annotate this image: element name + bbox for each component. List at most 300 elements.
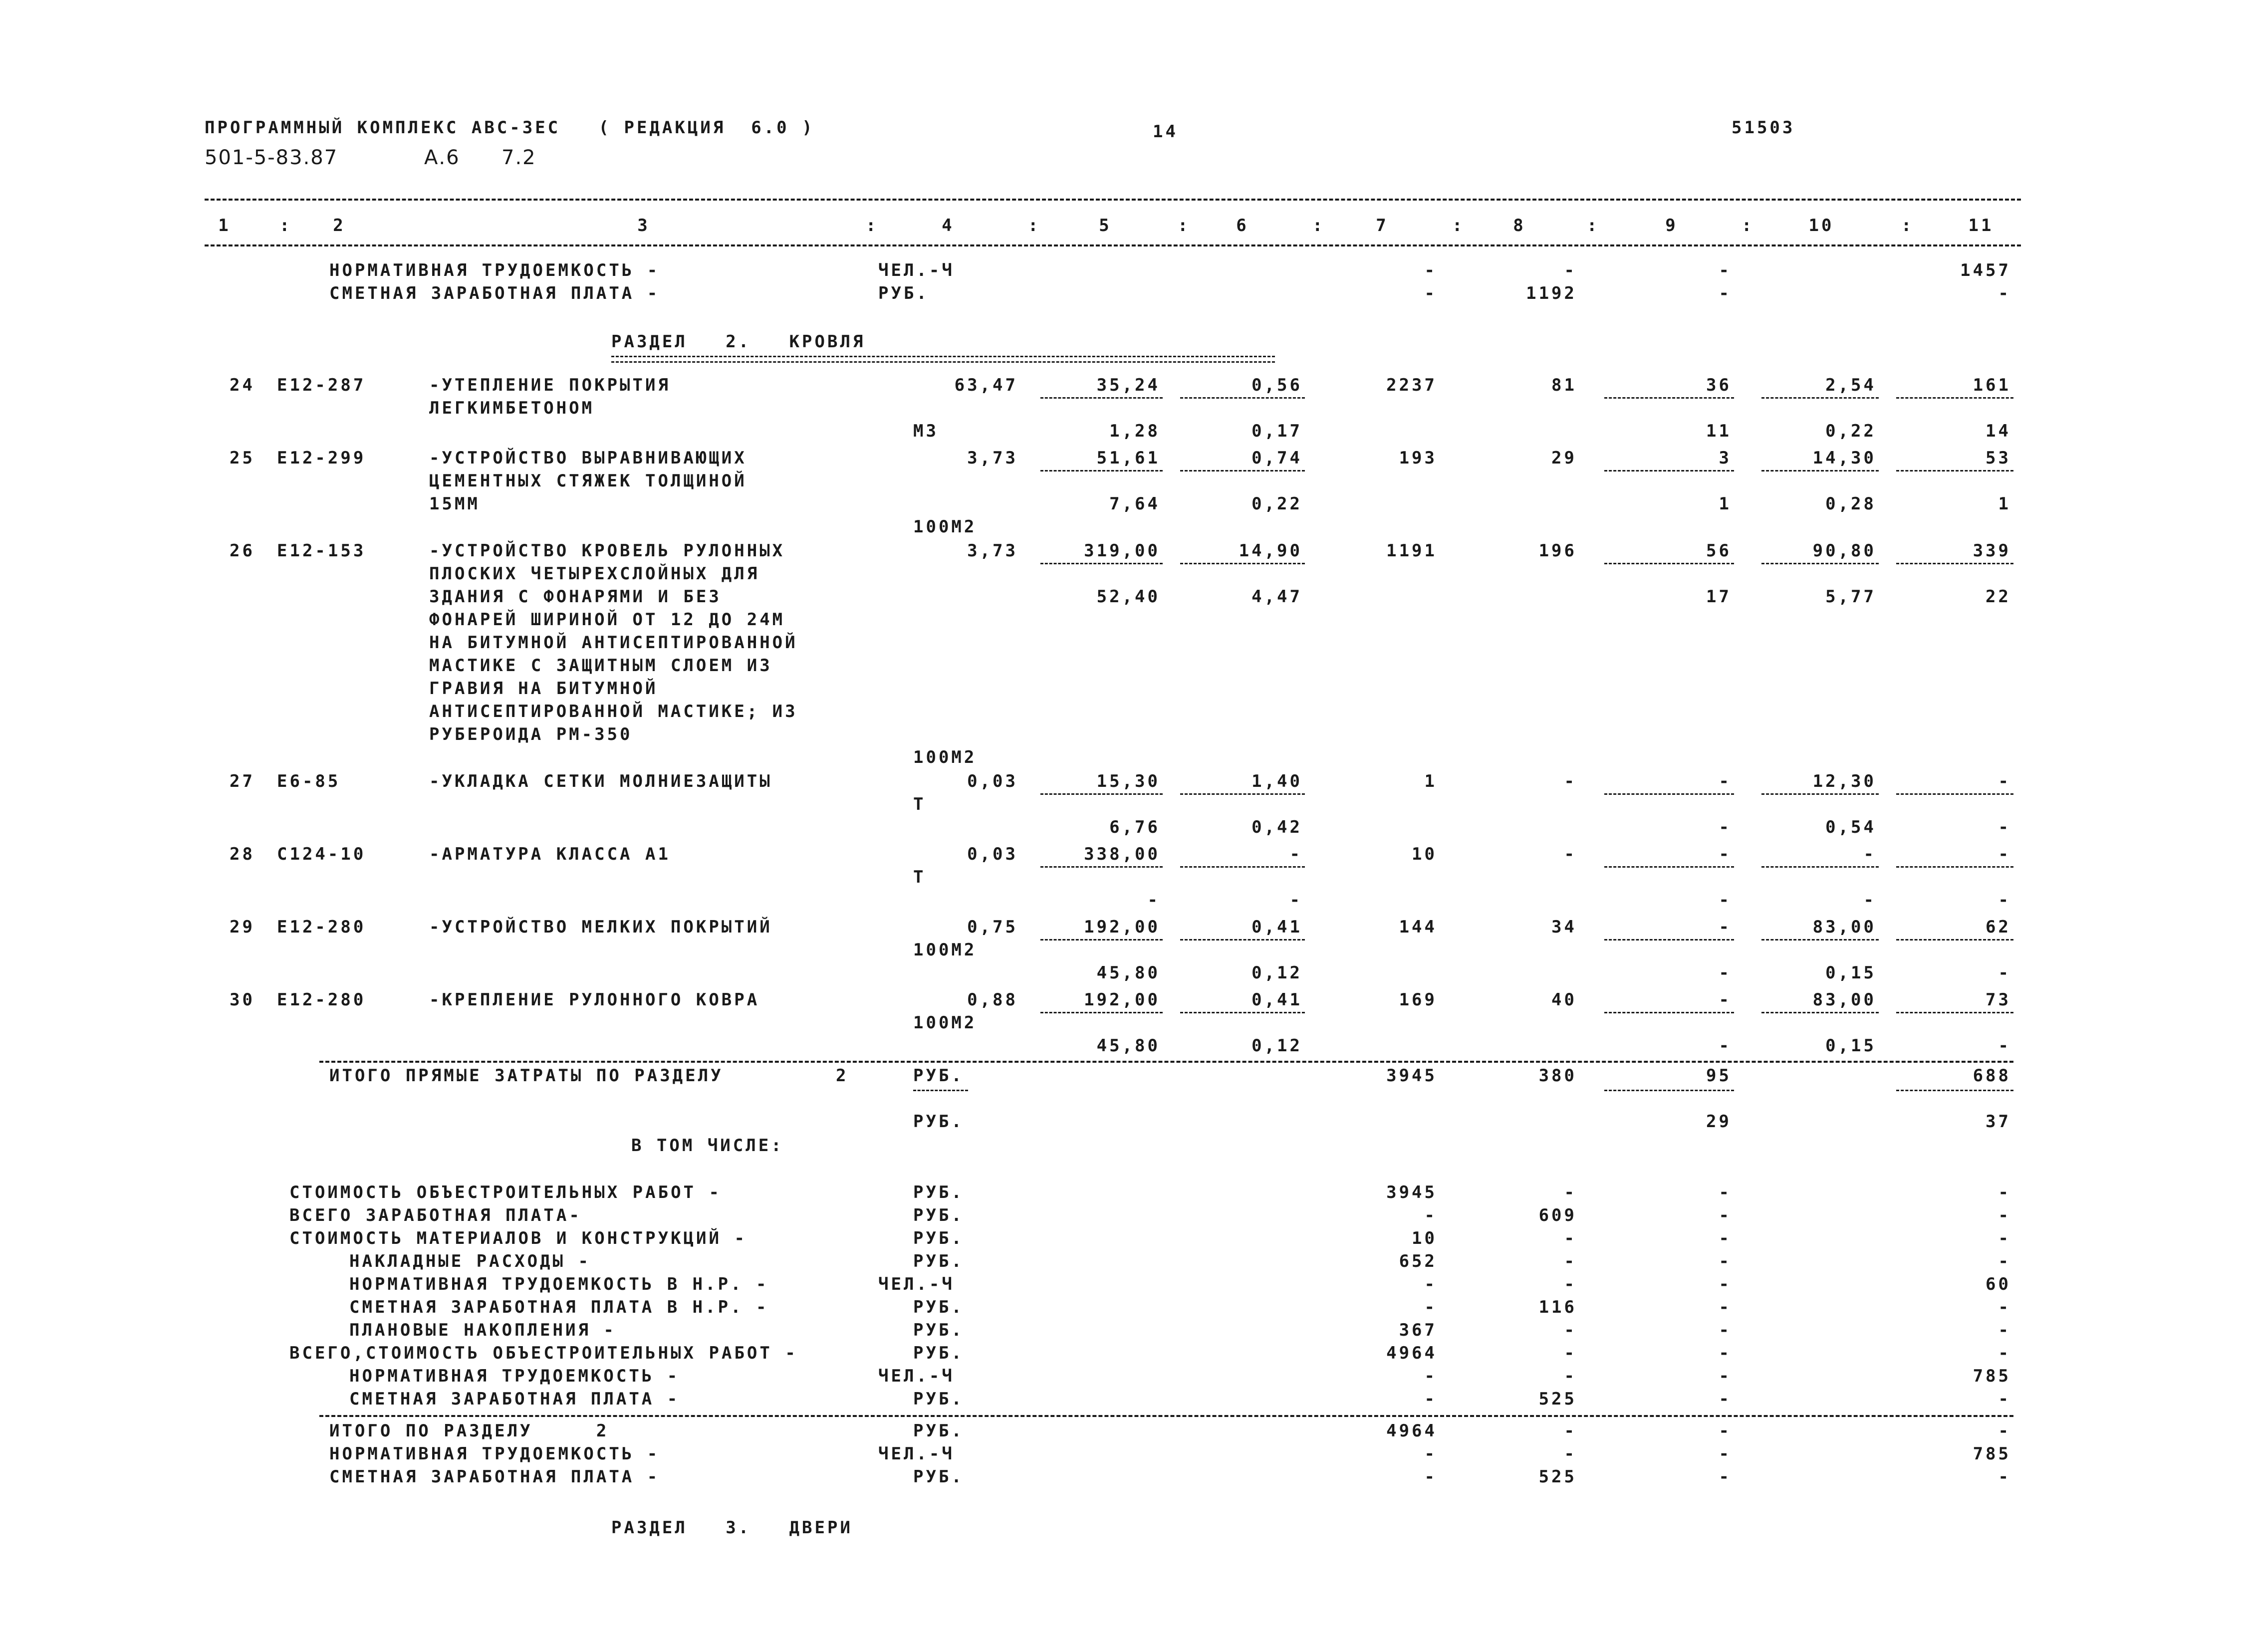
item-description: ПЛОСКИХ ЧЕТЫРЕХСЛОЙНЫХ ДЛЯ [429,564,760,584]
fraction-rule [1040,793,1163,795]
fraction-rule [1896,397,2013,399]
item-col11-machine: - [1998,963,2011,983]
fraction-rule [1040,563,1163,564]
column-separator: : [1742,216,1754,236]
breakdown-col9: - [1719,1320,1732,1340]
fraction-rule [1604,563,1734,564]
item-description: -УСТРОЙСТВО МЕЛКИХ ПОКРЫТИЙ [429,917,772,937]
fraction-rule [1040,397,1163,399]
breakdown-col8: - [1564,1366,1577,1386]
breakdown-col9: - [1719,1297,1732,1317]
breakdown-col8: 609 [1538,1205,1577,1225]
handwritten-reference: 501-5-83.87 [205,146,338,169]
item-wage-total: 81 [1551,375,1577,395]
item-col9-machine: - [1719,817,1732,837]
item-description: ЛЕГКИМБЕТОНОМ [429,398,595,418]
section-total-col7: - [1424,1444,1437,1464]
fraction-rule [1040,866,1163,868]
item-unit-wage: 0,41 [1251,990,1302,1010]
direct-total-col8: 380 [1538,1066,1577,1086]
fraction-rule [1604,866,1734,868]
item-col10-machine: - [1863,890,1876,910]
breakdown-col9: - [1719,1205,1732,1225]
item-unit-price-machine: 45,80 [1096,963,1160,983]
breakdown-col9: - [1719,1251,1732,1271]
fraction-rule [1180,563,1305,564]
item-total: 2237 [1386,375,1437,395]
breakdown-col7: - [1424,1366,1437,1386]
item-col10: 14,30 [1812,448,1876,468]
breakdown-col8: - [1564,1343,1577,1363]
item-unit: 100М2 [913,1013,977,1033]
breakdown-col9: - [1719,1343,1732,1363]
column-number-8: 8 [1513,216,1526,236]
item-unit: Т [913,867,926,887]
item-col9: - [1719,771,1732,791]
column-number-5: 5 [1099,216,1112,236]
item-col10-machine: 0,54 [1825,817,1876,837]
item-col11-machine: - [1998,890,2011,910]
item-unit-wage: 14,90 [1239,541,1302,561]
breakdown-col7: 3945 [1386,1182,1437,1202]
breakdown-unit: РУБ. [913,1320,964,1340]
item-unit-price: 192,00 [1084,917,1160,937]
item-unit-wage-machine: - [1289,890,1302,910]
breakdown-label: ВСЕГО ЗАРАБОТНАЯ ПЛАТА- [289,1205,582,1225]
item-unit-price-machine: 52,40 [1096,587,1160,607]
item-description: ГРАВИЯ НА БИТУМНОЙ [429,679,658,699]
breakdown-label: ВСЕГО,СТОИМОСТЬ ОБЪЕСТРОИТЕЛЬНЫХ РАБОТ - [289,1343,798,1363]
item-unit-wage: 1,40 [1251,771,1302,791]
fraction-rule [1896,866,2013,868]
item-description: -КРЕПЛЕНИЕ РУЛОННОГО КОВРА [429,990,760,1010]
item-wage-total: 40 [1551,990,1577,1010]
breakdown-label: СТОИМОСТЬ ОБЪЕСТРОИТЕЛЬНЫХ РАБОТ - [289,1182,722,1202]
carryover-label: НОРМАТИВНАЯ ТРУДОЕМКОСТЬ - [329,260,660,280]
breakdown-label: СМЕТНАЯ ЗАРАБОТНАЯ ПЛАТА В Н.Р. - [349,1297,769,1317]
fraction-rule [1040,1012,1163,1013]
item-description: 15ММ [429,494,480,514]
item-wage-total: 196 [1538,541,1577,561]
breakdown-col7: - [1424,1205,1437,1225]
header-rule-top [205,199,2021,201]
item-unit-price-machine: 6,76 [1109,817,1160,837]
section-title: РАЗДЕЛ 2. КРОВЛЯ [611,332,866,352]
item-unit: 100М2 [913,940,977,960]
carryover-col8: 1192 [1526,283,1577,303]
handwritten-album: А.6 [424,146,460,169]
column-separator: : [1178,216,1191,236]
item-col9: 3 [1719,448,1732,468]
item-wage-total: 34 [1551,917,1577,937]
item-unit-price-machine: 45,80 [1096,1036,1160,1056]
carryover-label: СМЕТНАЯ ЗАРАБОТНАЯ ПЛАТА - [329,283,660,303]
section-total-col9: - [1719,1421,1732,1441]
item-total: 193 [1399,448,1437,468]
section-total-col11: - [1998,1467,2011,1487]
item-unit-wage-machine: 4,47 [1251,587,1302,607]
item-unit-wage-machine: 0,17 [1251,421,1302,441]
column-number-11: 11 [1968,216,1994,236]
item-col11: 161 [1973,375,2011,395]
total-rule [319,1415,2013,1417]
breakdown-col9: - [1719,1274,1732,1294]
carryover-col11: 1457 [1960,260,2011,280]
breakdown-col11: - [1998,1205,2011,1225]
breakdown-label: НОРМАТИВНАЯ ТРУДОЕМКОСТЬ - [349,1366,680,1386]
breakdown-col7: 367 [1399,1320,1437,1340]
breakdown-col11: - [1998,1343,2011,1363]
carryover-col7: - [1424,260,1437,280]
breakdown-col7: - [1424,1274,1437,1294]
item-col11: - [1998,771,2011,791]
item-unit-price: 51,61 [1096,448,1160,468]
direct-total-col7: 3945 [1386,1066,1437,1086]
direct-total-col9-machine: 29 [1706,1112,1732,1132]
fraction-rule [1180,470,1305,472]
section-total-col8: 525 [1538,1467,1577,1487]
fraction-rule [1180,793,1305,795]
item-col10-machine: 0,15 [1825,1036,1876,1056]
breakdown-col11: 60 [1986,1274,2011,1294]
breakdown-unit: ЧЕЛ.-Ч [878,1274,955,1294]
item-wage-total: - [1564,844,1577,864]
section-total-col8: - [1564,1421,1577,1441]
item-col9: - [1719,844,1732,864]
item-quantity: 0,03 [967,844,1018,864]
direct-total-col11-machine: 37 [1986,1112,2011,1132]
item-col11-machine: 22 [1986,587,2011,607]
breakdown-col9: - [1719,1389,1732,1409]
item-col10: 2,54 [1825,375,1876,395]
item-col11: 73 [1986,990,2011,1010]
item-unit-price: 35,24 [1096,375,1160,395]
item-unit-wage: - [1289,844,1302,864]
fraction-rule [1604,1090,1734,1091]
item-unit-wage-machine: 0,12 [1251,1036,1302,1056]
fraction-rule [1761,866,1879,868]
breakdown-col11: 785 [1973,1366,2011,1386]
column-separator: : [1901,216,1914,236]
item-description: РУБЕРОИДА РМ-350 [429,724,633,744]
breakdown-label: НАКЛАДНЫЕ РАСХОДЫ - [349,1251,591,1271]
fraction-rule [1761,793,1879,795]
item-col9-machine: - [1719,890,1732,910]
column-number-1: 1 [218,216,231,236]
item-col9-machine: - [1719,963,1732,983]
item-col9-machine: 1 [1719,494,1732,514]
item-description: МАСТИКЕ С ЗАЩИТНЫМ СЛОЕМ ИЗ [429,656,772,676]
item-description: -УСТРОЙСТВО КРОВЕЛЬ РУЛОННЫХ [429,541,785,561]
fraction-rule [1896,563,2013,564]
section-total-col11: 785 [1973,1444,2011,1464]
item-code: Е12-280 [277,990,366,1010]
item-code: Е12-299 [277,448,366,468]
section-underline [611,356,1275,363]
item-unit: 100М2 [913,517,977,537]
header-rule-bottom [205,244,2021,246]
item-description: ФОНАРЕЙ ШИРИНОЙ ОТ 12 ДО 24М [429,610,785,630]
item-quantity: 0,75 [967,917,1018,937]
item-quantity: 3,73 [967,541,1018,561]
fraction-rule [1040,939,1163,941]
item-unit-price-machine: 1,28 [1109,421,1160,441]
column-number-7: 7 [1376,216,1389,236]
direct-total-col9: 95 [1706,1066,1732,1086]
section-total-label: ИТОГО ПО РАЗДЕЛУ 2 [329,1421,609,1441]
section-total-unit: РУБ. [913,1467,964,1487]
fraction-rule [1604,470,1734,472]
item-unit-price-machine: 7,64 [1109,494,1160,514]
item-number: 24 [230,375,255,395]
item-col10: 83,00 [1812,990,1876,1010]
item-col11: 62 [1986,917,2011,937]
breakdown-col8: - [1564,1274,1577,1294]
breakdown-unit: РУБ. [913,1228,964,1248]
item-number: 25 [230,448,255,468]
item-description: -УСТРОЙСТВО ВЫРАВНИВАЮЩИХ [429,448,747,468]
item-col9: - [1719,917,1732,937]
item-total: 169 [1399,990,1437,1010]
item-wage-total: 29 [1551,448,1577,468]
item-unit-price-machine: - [1147,890,1160,910]
program-title: ПРОГРАММНЫЙ КОМПЛЕКС АВС-ЗЕС ( РЕДАКЦИЯ 6.0 ) [205,118,815,138]
fraction-rule [1896,1090,2013,1091]
item-unit: Т [913,794,926,814]
item-unit-price: 15,30 [1096,771,1160,791]
item-unit-wage-machine: 0,42 [1251,817,1302,837]
breakdown-col8: - [1564,1320,1577,1340]
column-separator: : [279,216,292,236]
fraction-rule [1180,1012,1305,1013]
breakdown-unit: РУБ. [913,1251,964,1271]
item-col10: - [1863,844,1876,864]
column-number-3: 3 [637,216,650,236]
breakdown-col8: - [1564,1251,1577,1271]
item-wage-total: - [1564,771,1577,791]
item-total: 10 [1412,844,1437,864]
item-number: 29 [230,917,255,937]
item-code: Е6-85 [277,771,341,791]
item-col9: - [1719,990,1732,1010]
breakdown-col8: 525 [1538,1389,1577,1409]
breakdown-label: СМЕТНАЯ ЗАРАБОТНАЯ ПЛАТА - [349,1389,680,1409]
item-code: Е12-280 [277,917,366,937]
item-quantity: 0,88 [967,990,1018,1010]
breakdown-col7: 652 [1399,1251,1437,1271]
section-total-unit: РУБ. [913,1421,964,1441]
item-number: 26 [230,541,255,561]
including-heading: В ТОМ ЧИСЛЕ: [631,1136,784,1156]
item-col10-machine: 0,28 [1825,494,1876,514]
item-total: 1191 [1386,541,1437,561]
item-description: ЦЕМЕНТНЫХ СТЯЖЕК ТОЛЩИНОЙ [429,471,747,491]
breakdown-unit: РУБ. [913,1297,964,1317]
breakdown-unit: РУБ. [913,1182,964,1202]
item-col10-machine: 0,22 [1825,421,1876,441]
carryover-unit: ЧЕЛ.-Ч [878,260,955,280]
breakdown-unit: РУБ. [913,1389,964,1409]
breakdown-unit: РУБ. [913,1343,964,1363]
fraction-rule [1896,470,2013,472]
item-col11-machine: - [1998,1036,2011,1056]
item-col9: 36 [1706,375,1732,395]
column-number-6: 6 [1236,216,1249,236]
item-code: Е12-153 [277,541,366,561]
breakdown-col7: 4964 [1386,1343,1437,1363]
carryover-col7: - [1424,283,1437,303]
breakdown-col8: - [1564,1182,1577,1202]
column-separator: : [1312,216,1325,236]
breakdown-col7: - [1424,1297,1437,1317]
item-total: 1 [1424,771,1437,791]
document-code: 51503 [1732,118,1795,138]
breakdown-col11: - [1998,1389,2011,1409]
direct-total-unit: РУБ. [913,1112,964,1132]
item-col11-machine: 14 [1986,421,2011,441]
fraction-rule [1604,939,1734,941]
item-unit-price: 192,00 [1084,990,1160,1010]
item-col10-machine: 5,77 [1825,587,1876,607]
item-col11: - [1998,844,2011,864]
fraction-rule [1761,563,1879,564]
column-number-2: 2 [333,216,346,236]
item-quantity: 63,47 [954,375,1018,395]
breakdown-col11: - [1998,1297,2011,1317]
fraction-rule [1604,793,1734,795]
item-col9-machine: 17 [1706,587,1732,607]
fraction-rule [1180,939,1305,941]
fraction-rule [1180,866,1305,868]
breakdown-col11: - [1998,1251,2011,1271]
column-separator: : [1028,216,1041,236]
item-unit-wage-machine: 0,12 [1251,963,1302,983]
fraction-rule [1761,470,1879,472]
breakdown-label: ПЛАНОВЫЕ НАКОПЛЕНИЯ - [349,1320,616,1340]
carryover-col8: - [1564,260,1577,280]
fraction-rule [1761,397,1879,399]
section-total-col9: - [1719,1444,1732,1464]
breakdown-label: СТОИМОСТЬ МАТЕРИАЛОВ И КОНСТРУКЦИЙ - [289,1228,747,1248]
section-total-col8: - [1564,1444,1577,1464]
item-number: 28 [230,844,255,864]
item-unit: 100М2 [913,747,977,767]
item-unit: М3 [913,421,939,441]
section-total-col9: - [1719,1467,1732,1487]
breakdown-label: НОРМАТИВНАЯ ТРУДОЕМКОСТЬ В Н.Р. - [349,1274,769,1294]
item-unit-wage: 0,56 [1251,375,1302,395]
carryover-col11: - [1998,283,2011,303]
section-total-col7: - [1424,1467,1437,1487]
breakdown-col8: - [1564,1228,1577,1248]
carryover-unit: РУБ. [878,283,929,303]
fraction-rule [1896,1012,2013,1013]
breakdown-col11: - [1998,1320,2011,1340]
column-number-9: 9 [1665,216,1678,236]
item-code: С124-10 [277,844,366,864]
item-col11: 53 [1986,448,2011,468]
item-col10: 90,80 [1812,541,1876,561]
item-description: НА БИТУМНОЙ АНТИСЕПТИРОВАННОЙ [429,633,798,653]
breakdown-unit: РУБ. [913,1205,964,1225]
item-number: 27 [230,771,255,791]
item-quantity: 0,03 [967,771,1018,791]
carryover-col9: - [1719,260,1732,280]
item-description: -АРМАТУРА КЛАССА А1 [429,844,671,864]
total-rule [319,1061,2013,1063]
breakdown-col9: - [1719,1366,1732,1386]
section-total-label: СМЕТНАЯ ЗАРАБОТНАЯ ПЛАТА - [329,1467,660,1487]
breakdown-col11: - [1998,1228,2011,1248]
breakdown-unit: ЧЕЛ.-Ч [878,1366,955,1386]
direct-total-unit: РУБ. [913,1066,964,1086]
item-col11-machine: - [1998,817,2011,837]
item-total: 144 [1399,917,1437,937]
item-col11-machine: 1 [1998,494,2011,514]
item-description: АНТИСЕПТИРОВАННОЙ МАСТИКЕ; ИЗ [429,702,798,721]
item-col9-machine: 11 [1706,421,1732,441]
breakdown-col11: - [1998,1182,2011,1202]
item-col9-machine: - [1719,1036,1732,1056]
item-col9: 56 [1706,541,1732,561]
breakdown-col7: 10 [1412,1228,1437,1248]
breakdown-col9: - [1719,1228,1732,1248]
section-total-label: НОРМАТИВНАЯ ТРУДОЕМКОСТЬ - [329,1444,660,1464]
page-number: 14 [1153,122,1178,142]
section-title: РАЗДЕЛ 3. ДВЕРИ [611,1518,853,1538]
fraction-rule [1180,397,1305,399]
item-unit-wage: 0,41 [1251,917,1302,937]
fraction-rule [1040,470,1163,472]
item-code: Е12-287 [277,375,366,395]
column-number-4: 4 [942,216,955,236]
fraction-rule [913,1090,968,1091]
direct-total-col11: 688 [1973,1066,2011,1086]
column-separator: : [1452,216,1465,236]
column-separator: : [1587,216,1600,236]
fraction-rule [1761,939,1879,941]
carryover-col9: - [1719,283,1732,303]
item-unit-wage: 0,74 [1251,448,1302,468]
item-description: ЗДАНИЯ С ФОНАРЯМИ И БЕЗ [429,587,722,607]
item-unit-price: 319,00 [1084,541,1160,561]
breakdown-col9: - [1719,1182,1732,1202]
breakdown-col8: 116 [1538,1297,1577,1317]
item-description: -УКЛАДКА СЕТКИ МОЛНИЕЗАЩИТЫ [429,771,772,791]
fraction-rule [1896,939,2013,941]
item-description: -УТЕПЛЕНИЕ ПОКРЫТИЯ [429,375,671,395]
item-col11: 339 [1973,541,2011,561]
item-col10: 83,00 [1812,917,1876,937]
item-col10-machine: 0,15 [1825,963,1876,983]
fraction-rule [1896,793,2013,795]
section-total-unit: ЧЕЛ.-Ч [878,1444,955,1464]
section-total-col11: - [1998,1421,2011,1441]
breakdown-col7: - [1424,1389,1437,1409]
fraction-rule [1604,397,1734,399]
direct-total-section: 2 [836,1066,849,1086]
item-number: 30 [230,990,255,1010]
direct-total-label: ИТОГО ПРЯМЫЕ ЗАТРАТЫ ПО РАЗДЕЛУ [329,1066,724,1086]
section-total-col7: 4964 [1386,1421,1437,1441]
fraction-rule [1761,1012,1879,1013]
item-unit-price: 338,00 [1084,844,1160,864]
fraction-rule [1604,1012,1734,1013]
item-quantity: 3,73 [967,448,1018,468]
item-col10: 12,30 [1812,771,1876,791]
column-number-10: 10 [1808,216,1834,236]
column-separator: : [866,216,879,236]
